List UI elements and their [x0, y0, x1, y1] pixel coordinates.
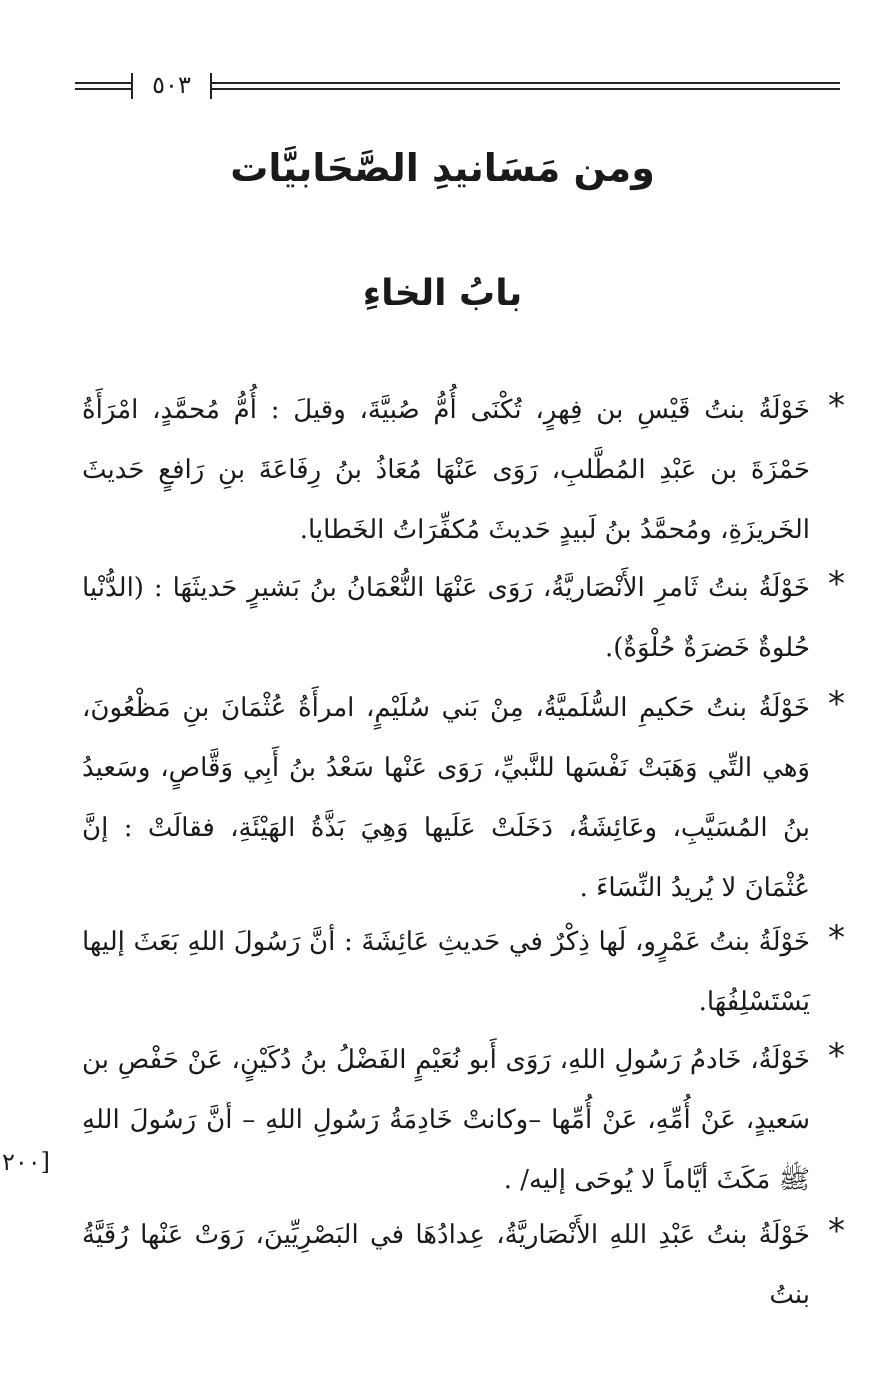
margin-folio-reference: [٢٠٠ [2, 1148, 51, 1176]
section-title: ومن مَسَانيدِ الصَّحَابيَّات [230, 146, 655, 190]
entry-text: خَوْلَةُ بنتُ قَيْسِ بن فِهرٍ، تُكْنَى أُمُّ صُبيَّةَ، وقيلَ : أُمُّ مُحمَّدٍ، امْرَأَةُ حَمْزَةَ بن عَبْدِ المُطَّلبِ، رَوَى عَنْهَا مُعَاذُ بنُ رِفَاعَةَ بنِ رَافعٍ حَديثَ الخَريزَةِ، ومُحمَّدُ بنُ لَبيدٍ حَديثَ مُكفِّرَاتُ الخَطايا. [82, 395, 810, 545]
page-header [0, 72, 885, 102]
entry-marker: * [828, 1211, 845, 1251]
entry-text: خَوْلَةُ بنتُ حَكيمِ السُّلَميَّةُ، مِنْ بَني سُلَيْمٍ، امرأَةُ عُثْمَانَ بنِ مَظْعُونَ، وَهي التِّي وَهَبَتْ نَفْسَها للنَّبيِّ، رَوَى عَنْها سَعْدُ بنُ أَبِي وَقَّاصٍ، وسَعيدُ بنُ المُسَيَّبِ، وعَائِشَةُ، دَخَلَتْ عَلَيها وَهِيَ بَذَّةُ الهَيْئَةِ، فقالَتْ : إنَّ عُثْمَانَ لا يُريدُ النِّسَاءَ . [82, 693, 810, 903]
entry-marker: * [828, 1036, 845, 1076]
entry-marker: * [828, 564, 845, 604]
entry-marker: * [828, 386, 845, 426]
entry-text: خَوْلَةُ بنتُ عَبْدِ اللهِ الأَنْصَاريَّةُ، عِدادُهَا في البَصْرِيِّينَ، رَوَتْ عَنْها رُقَيَّةُ بنتُ [82, 1220, 810, 1310]
header-rule-right [212, 82, 840, 90]
entry-marker: * [828, 684, 845, 724]
entry-marker: * [828, 918, 845, 958]
page-number: ٥٠٣ [152, 71, 191, 99]
header-rule-left [75, 82, 131, 90]
entry-text: خَوْلَةُ بنتُ ثَامرِ الأَنْصَاريَّةُ، رَوَى عَنْهَا النُّعْمَانُ بنُ بَشيرٍ حَديثَهَا : (الدُّنْيا حُلوةٌ خَضرَةٌ حُلْوَةٌ). [82, 573, 810, 663]
chapter-title: بابُ الخاءِ [362, 273, 523, 314]
entry-text: خَوْلَةُ، خَادمُ رَسُولِ اللهِ، رَوَى أَبو نُعَيْمٍ الفَضْلُ بنُ دُكَيْنٍ، عَنْ حَفْصِ بن سَعيدٍ، عَنْ أُمِّهِ، عَنْ أُمِّها –وكانتْ خَادِمَةُ رَسُولِ اللهِ – أنَّ رَسُولَ اللهِ ﷺ مَكَثَ أيَّاماً لا يُوحَى إليه/ . [82, 1045, 810, 1195]
entry-text: خَوْلَةُ بنتُ عَمْرٍو، لَها ذِكْرٌ في حَديثِ عَائِشَةَ : أنَّ رَسُولَ اللهِ بَعَثَ إليها يَسْتَسْلِفُهَا. [82, 927, 810, 1017]
